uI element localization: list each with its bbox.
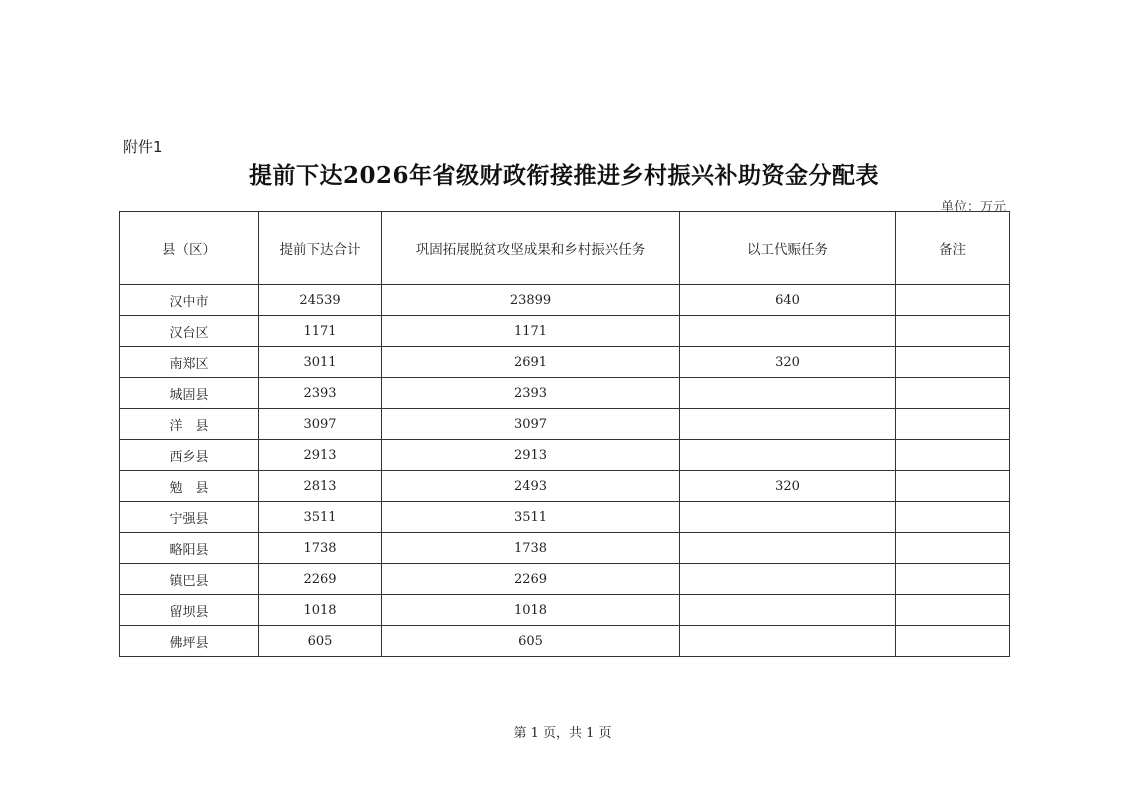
cell-consolidate: 23899 bbox=[382, 285, 680, 316]
header-region: 县（区） bbox=[120, 212, 259, 285]
table-row bbox=[120, 347, 1010, 378]
cell-region: 勉 县 bbox=[120, 471, 259, 502]
cell-total: 3011 bbox=[259, 347, 382, 378]
cell-note bbox=[896, 533, 1010, 564]
cell-region: 洋 县 bbox=[120, 409, 259, 440]
cell-consolidate: 2913 bbox=[382, 440, 680, 471]
page-footer: 第 1 页，共 1 页 bbox=[513, 726, 612, 741]
cell-total: 24539 bbox=[259, 285, 382, 316]
cell-note bbox=[896, 440, 1010, 471]
cell-total: 1018 bbox=[259, 595, 382, 626]
cell-work-relief bbox=[680, 564, 896, 595]
cell-note bbox=[896, 626, 1010, 657]
cell-total: 1738 bbox=[259, 533, 382, 564]
cell-work-relief bbox=[680, 533, 896, 564]
cell-note bbox=[896, 285, 1010, 316]
table-row bbox=[120, 440, 1010, 471]
cell-total: 1171 bbox=[259, 316, 382, 347]
cell-consolidate: 2269 bbox=[382, 564, 680, 595]
cell-work-relief bbox=[680, 595, 896, 626]
cell-note bbox=[896, 595, 1010, 626]
header-consolidate-task: 巩固拓展脱贫攻坚成果和乡村振兴任务 bbox=[382, 212, 680, 285]
cell-work-relief bbox=[680, 440, 896, 471]
table-row bbox=[120, 564, 1010, 595]
table-row bbox=[120, 533, 1010, 564]
table-row bbox=[120, 502, 1010, 533]
cell-consolidate: 605 bbox=[382, 626, 680, 657]
cell-work-relief bbox=[680, 316, 896, 347]
cell-consolidate: 1171 bbox=[382, 316, 680, 347]
cell-total: 3097 bbox=[259, 409, 382, 440]
cell-total: 3511 bbox=[259, 502, 382, 533]
cell-consolidate: 2691 bbox=[382, 347, 680, 378]
table-row bbox=[120, 316, 1010, 347]
table-row bbox=[120, 471, 1010, 502]
cell-work-relief: 640 bbox=[680, 285, 896, 316]
header-total: 提前下达合计 bbox=[259, 212, 382, 285]
cell-region: 城固县 bbox=[120, 378, 259, 409]
cell-region: 略阳县 bbox=[120, 533, 259, 564]
allocation-table bbox=[119, 211, 1010, 657]
table-row bbox=[120, 595, 1010, 626]
header-note: 备注 bbox=[896, 212, 1010, 285]
cell-work-relief bbox=[680, 409, 896, 440]
cell-note bbox=[896, 378, 1010, 409]
cell-work-relief bbox=[680, 626, 896, 657]
cell-region: 南郑区 bbox=[120, 347, 259, 378]
cell-total: 2393 bbox=[259, 378, 382, 409]
cell-consolidate: 3511 bbox=[382, 502, 680, 533]
cell-consolidate: 2493 bbox=[382, 471, 680, 502]
cell-consolidate: 1738 bbox=[382, 533, 680, 564]
cell-note bbox=[896, 409, 1010, 440]
cell-work-relief: 320 bbox=[680, 347, 896, 378]
cell-note bbox=[896, 502, 1010, 533]
cell-total: 605 bbox=[259, 626, 382, 657]
cell-region: 汉中市 bbox=[120, 285, 259, 316]
cell-note bbox=[896, 347, 1010, 378]
cell-work-relief bbox=[680, 502, 896, 533]
cell-total: 2913 bbox=[259, 440, 382, 471]
table-row bbox=[120, 409, 1010, 440]
cell-total: 2813 bbox=[259, 471, 382, 502]
cell-note bbox=[896, 316, 1010, 347]
cell-work-relief: 320 bbox=[680, 471, 896, 502]
header-work-relief-task: 以工代赈任务 bbox=[680, 212, 896, 285]
table-header-row bbox=[120, 212, 1010, 285]
cell-note bbox=[896, 564, 1010, 595]
document-title: 提前下达2026年省级财政衔接推进乡村振兴补助资金分配表 bbox=[248, 162, 879, 189]
cell-region: 佛坪县 bbox=[120, 626, 259, 657]
cell-region: 西乡县 bbox=[120, 440, 259, 471]
cell-region: 汉台区 bbox=[120, 316, 259, 347]
table-row bbox=[120, 626, 1010, 657]
cell-consolidate: 3097 bbox=[382, 409, 680, 440]
cell-region: 镇巴县 bbox=[120, 564, 259, 595]
cell-work-relief bbox=[680, 378, 896, 409]
table-row bbox=[120, 378, 1010, 409]
cell-total: 2269 bbox=[259, 564, 382, 595]
cell-consolidate: 1018 bbox=[382, 595, 680, 626]
cell-consolidate: 2393 bbox=[382, 378, 680, 409]
cell-region: 留坝县 bbox=[120, 595, 259, 626]
table-row bbox=[120, 285, 1010, 316]
attachment-label: 附件1 bbox=[123, 138, 163, 156]
unit-label: 单位：万元 bbox=[940, 200, 1006, 215]
cell-region: 宁强县 bbox=[120, 502, 259, 533]
cell-note bbox=[896, 471, 1010, 502]
